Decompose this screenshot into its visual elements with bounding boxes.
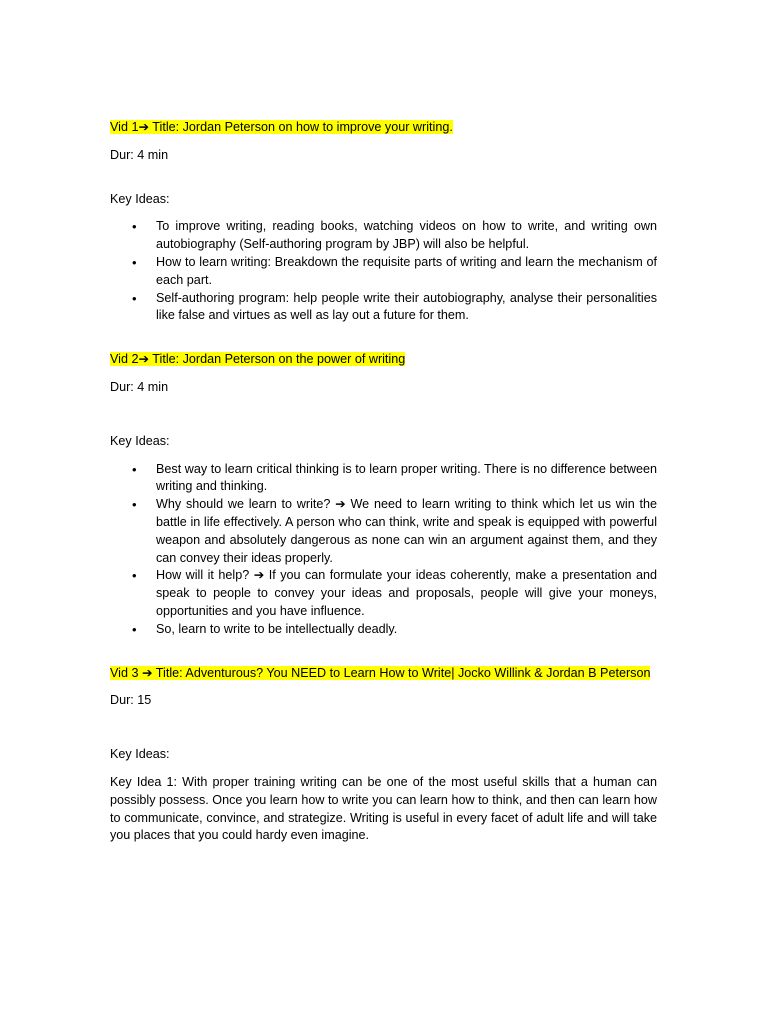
bullet-text: So, learn to write to be intellectually deadly. <box>156 621 398 636</box>
vid1-duration: Dur: 4 min <box>110 147 169 162</box>
vid3-title-line <box>110 665 657 683</box>
bullet-text: How to learn writing: Breakdown the requisite parts of writing and learn the mechanism of each part. <box>156 254 657 287</box>
bullet-icon: • <box>132 461 137 477</box>
vid2-title-line <box>110 351 657 369</box>
list-item <box>110 218 657 254</box>
bullet-icon: • <box>132 568 137 584</box>
vid3-duration: Dur: 15 <box>110 693 152 708</box>
vid3-key-ideas-label: Key Ideas: <box>110 747 170 762</box>
bullet-icon: • <box>132 621 137 637</box>
list-item <box>110 461 657 497</box>
bullet-text: Best way to learn critical thinking is to learn proper writing. There is no difference between writing and thinking. <box>156 461 657 494</box>
vid1-key-ideas-list <box>110 218 657 325</box>
vid3-key-idea-1: Key Idea 1: With proper training writing can be one of the most useful skills that a human can possibly possess. Once you learn how to write you can learn how to think, and then can learn how to communicate, convince, and strategize. Writing is useful in every facet of adult life and will take you places that you could hardy even imagine. <box>110 774 657 843</box>
bullet-icon: • <box>132 497 137 513</box>
bullet-icon: • <box>132 219 137 235</box>
bullet-icon: • <box>132 254 137 270</box>
vid2-key-ideas-label: Key Ideas: <box>110 433 170 448</box>
vid1-key-ideas-label: Key Ideas: <box>110 191 170 206</box>
list-item <box>110 621 657 639</box>
list-item <box>110 496 657 567</box>
document-body <box>110 119 657 845</box>
vid1-title: Vid 1➔ Title: Jordan Peterson on how to improve your writing. <box>110 120 453 134</box>
vid3-title: Vid 3 ➔ Title: Adventurous? You NEED to Learn How to Write| Jocko Willink & Jordan B Peterson <box>110 665 651 680</box>
vid2-key-ideas-list <box>110 461 657 639</box>
bullet-text: How will it help? ➔ If you can formulate your ideas coherently, make a presentation and speak to people to convey your ideas and proposals, people will give your moneys, opportunities and you have influence. <box>156 568 657 618</box>
vid2-duration: Dur: 4 min <box>110 379 169 394</box>
bullet-text: Why should we learn to write? ➔ We need to learn writing to think which let us win the battle in life effectively. A person who can think, write and speak is equipped with powerful weapon and absolutely dangerous as none can win an argument against them, and they can convey their ideas properly. <box>156 497 657 565</box>
vid2-title: Vid 2➔ Title: Jordan Peterson on the power of writing <box>110 352 406 367</box>
list-item <box>110 254 657 290</box>
bullet-text: Self-authoring program: help people write their autobiography, analyse their personalities like false and virtues as well as lay out a future for them. <box>156 290 657 323</box>
bullet-icon: • <box>132 290 137 306</box>
list-item <box>110 290 657 326</box>
vid1-title-line <box>110 119 657 137</box>
bullet-text: To improve writing, reading books, watching videos on how to write, and writing own autobiography (Self-authoring program by JBP) will also be helpful. <box>156 219 657 252</box>
list-item <box>110 567 657 620</box>
